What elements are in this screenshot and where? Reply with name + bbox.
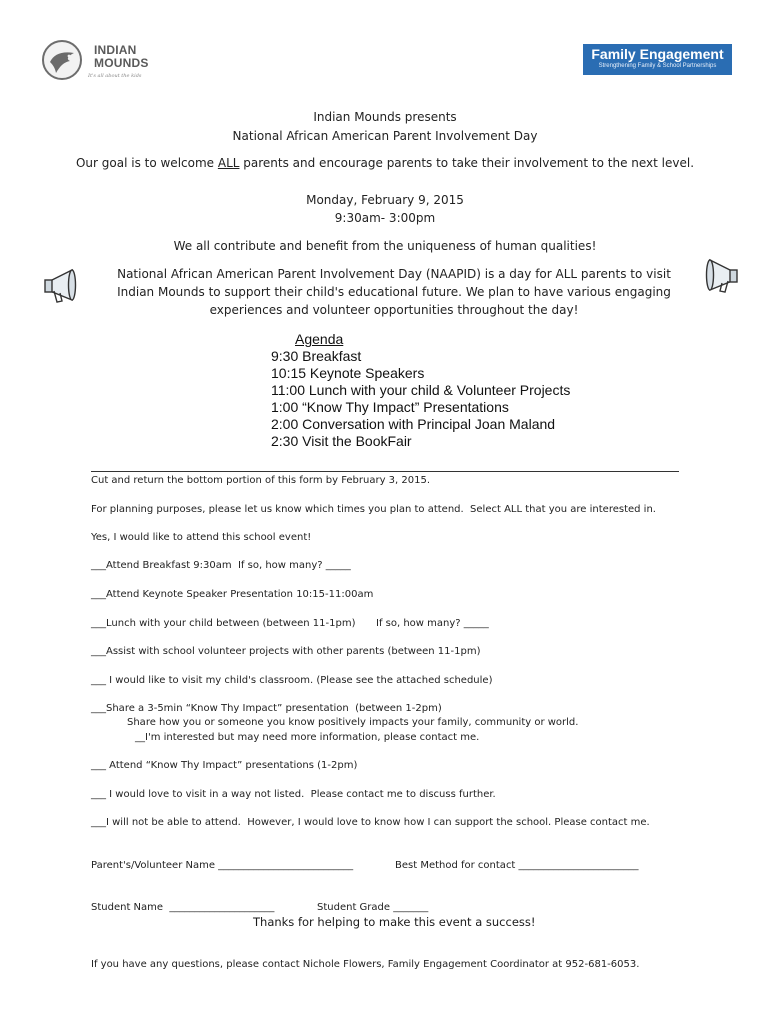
megaphone-icon (42, 263, 88, 309)
planning-instruction: For planning purposes, please let us know which times you plan to attend. Select ALL that you are interested in. (91, 504, 656, 515)
option-not-able[interactable]: ___I will not be able to attend. However, I would love to know how I can support the school. Please contact me. (91, 817, 650, 828)
contact-info: If you have any questions, please contact Nichole Flowers, Family Engagement Coordinator at 952-681-6053. (91, 959, 640, 970)
option-keynote[interactable]: ___Attend Keynote Speaker Presentation 10:15-11:00am (91, 589, 374, 600)
option-share-interest[interactable]: __I'm interested but may need more information, please contact me. (135, 732, 480, 743)
share-detail: Share how you or someone you know positively impacts your family, community or world. (127, 717, 579, 728)
student-name-field[interactable]: Student Name _____________________ (91, 902, 275, 913)
parent-name-field[interactable]: Parent's/Volunteer Name ___________________________ (91, 860, 354, 871)
option-share-presentation[interactable]: ___Share a 3-5min “Know Thy Impact” presentation (between 1-2pm) (91, 703, 442, 714)
cut-line-divider (91, 471, 679, 472)
agenda-title: Agenda (295, 331, 344, 347)
option-other-visit[interactable]: ___ I would love to visit in a way not listed. Please contact me to discuss further. (91, 789, 496, 800)
eagle-emblem-icon (42, 40, 82, 80)
school-logo-name (94, 44, 149, 70)
family-engagement-subtitle: Strengthening Family & School Partnerships (598, 63, 717, 69)
indian-mounds-logo (42, 40, 172, 84)
student-grade-field[interactable]: Student Grade _______ (317, 902, 429, 913)
option-breakfast[interactable]: ___Attend Breakfast 9:30am If so, how many? _____ (91, 560, 351, 571)
goal-text-end: parents and encourage parents to take their involvement to the next level. (239, 156, 695, 170)
goal-statement (0, 155, 770, 171)
megaphone-icon (694, 253, 740, 299)
attend-confirmation: Yes, I would like to attend this school event! (91, 532, 312, 543)
goal-text-start: Our goal is to welcome (75, 156, 218, 170)
family-engagement-logo (583, 44, 732, 75)
agenda-item: 11:00 Lunch with your child & Volunteer Projects (271, 382, 571, 398)
school-logo-tagline: It's all about the kids (88, 73, 142, 79)
event-name: National African American Parent Involvement Day (232, 129, 538, 143)
presenter-line: Indian Mounds presents (313, 110, 457, 124)
goal-emphasis: ALL (217, 156, 240, 170)
agenda-item: 2:30 Visit the BookFair (271, 433, 412, 449)
event-description: National African American Parent Involvement Day (NAAPID) is a day for ALL parents to visit Indian Mounds to support their child's educational future. We plan to have various engaging experiences and volunteer opportunities throughout the day! (117, 267, 671, 317)
option-attend-impact[interactable]: ___ Attend “Know Thy Impact” presentations (1-2pm) (91, 760, 358, 771)
return-instruction: Cut and return the bottom portion of this form by February 3, 2015. (91, 475, 431, 486)
thanks-message: Thanks for helping to make this event a success! (253, 915, 536, 929)
event-date: Monday, February 9, 2015 (306, 193, 464, 207)
option-visit-classroom[interactable]: ___ I would like to visit my child's classroom. (Please see the attached schedule) (91, 675, 493, 686)
school-logo-name-line1: INDIAN (94, 43, 137, 57)
option-assist-projects[interactable]: ___Assist with school volunteer projects with other parents (between 11-1pm) (91, 646, 481, 657)
agenda-block (271, 331, 570, 450)
agenda-item: 10:15 Keynote Speakers (271, 365, 425, 381)
option-lunch[interactable]: ___Lunch with your child between (between 11-1pm) (91, 618, 356, 629)
event-tagline: We all contribute and benefit from the uniqueness of human qualities! (173, 239, 597, 253)
lunch-count-field[interactable]: If so, how many? _____ (376, 618, 489, 629)
family-engagement-title: Family Engagement (591, 46, 724, 62)
school-logo-name-line2: MOUNDS (94, 56, 149, 70)
agenda-item: 1:00 “Know Thy Impact” Presentations (271, 399, 509, 415)
agenda-item: 9:30 Breakfast (271, 348, 362, 364)
event-time: 9:30am- 3:00pm (334, 211, 436, 225)
agenda-item: 2:00 Conversation with Principal Joan Maland (271, 416, 556, 432)
contact-method-field[interactable]: Best Method for contact ________________________ (395, 860, 639, 871)
